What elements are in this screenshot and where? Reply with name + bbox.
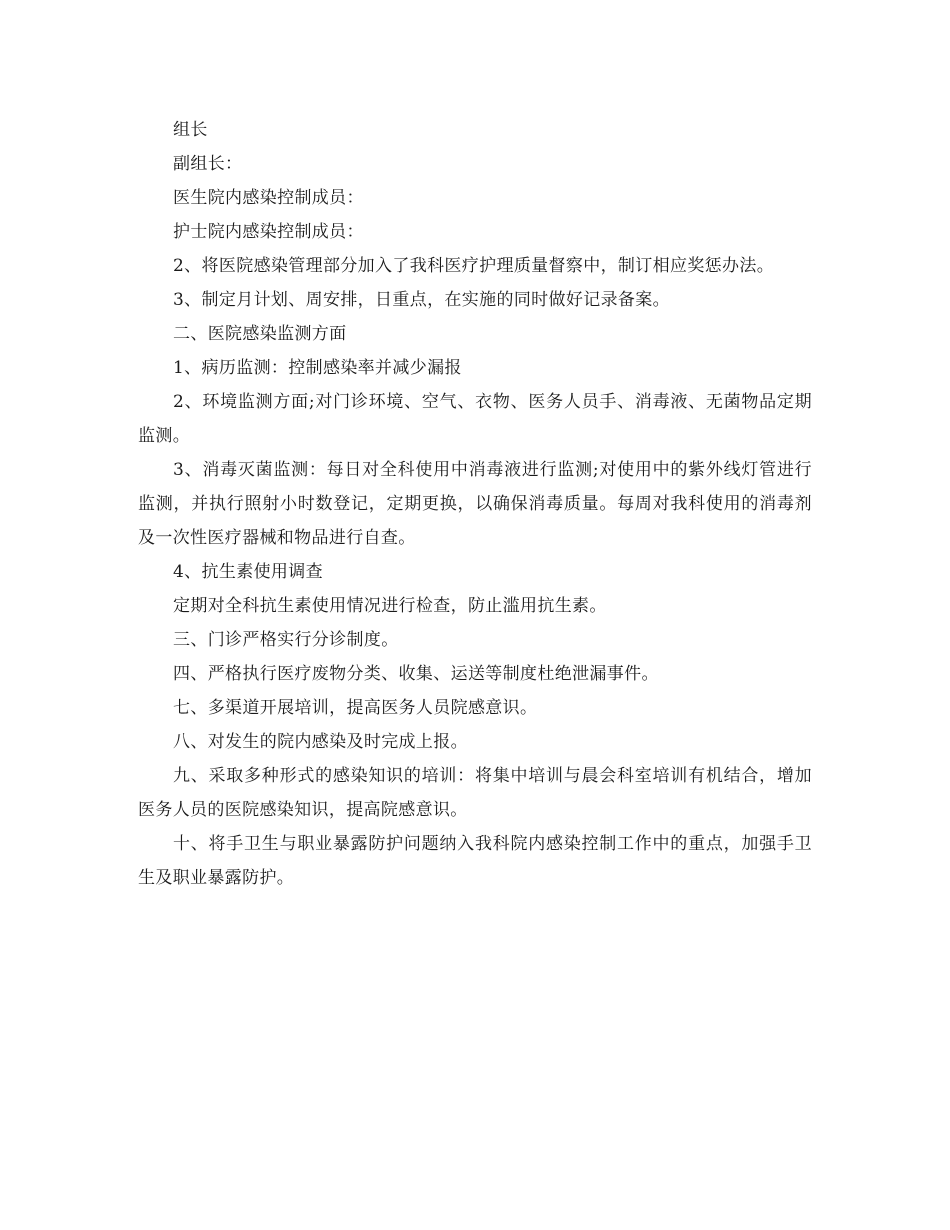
paragraph-monitor-1-records: 1、病历监测：控制感染率并减少漏报 (173, 358, 462, 378)
paragraph-nurse-members: 护士院内感染控制成员： (173, 222, 364, 242)
paragraph-item-3-plan: 3、制定月计划、周安排，日重点，在实施的同时做好记录备案。 (173, 290, 670, 310)
section-heading-hand-hygiene: 十、将手卫生与职业暴露防护问题纳入我科院内感染控制工作中的重点，加强手卫生及职业暴露防护。 (138, 834, 812, 888)
section-heading-knowledge-training: 九、采取多种形式的感染知识的培训：将集中培训与晨会科室培训有机结合，增加医务人员的医院感染知识，提高院感意识。 (138, 766, 812, 820)
paragraph-monitor-2-environment: 2、环境监测方面;对门诊环境、空气、衣物、医务人员手、消毒液、无菌物品定期监测。 (138, 392, 812, 446)
section-heading-reporting: 八、对发生的院内感染及时完成上报。 (173, 732, 468, 752)
document-body (138, 113, 812, 895)
paragraph-item-2-quality: 2、将医院感染管理部分加入了我科医疗护理质量督察中，制订相应奖惩办法。 (173, 256, 775, 276)
paragraph-group-leader: 组长 (173, 120, 208, 140)
section-heading-triage: 三、门诊严格实行分诊制度。 (173, 630, 399, 650)
paragraph-deputy-leader: 副组长： (173, 154, 243, 174)
section-heading-training: 七、多渠道开展培训，提高医务人员院感意识。 (173, 698, 538, 718)
paragraph-antibiotics-check: 定期对全科抗生素使用情况进行检查，防止滥用抗生素。 (173, 596, 607, 616)
section-heading-medical-waste: 四、严格执行医疗废物分类、收集、运送等制度杜绝泄漏事件。 (173, 664, 659, 684)
paragraph-doctor-members: 医生院内感染控制成员： (173, 188, 364, 208)
section-heading-monitoring: 二、医院感染监测方面 (173, 324, 347, 344)
paragraph-monitor-4-antibiotics: 4、抗生素使用调查 (173, 562, 323, 582)
paragraph-monitor-3-disinfection: 3、消毒灭菌监测：每日对全科使用中消毒液进行监测;对使用中的紫外线灯管进行监测，并执行照射小时数登记，定期更换，以确保消毒质量。每周对我科使用的消毒剂及一次性医疗器械和物品进行自查。 (138, 460, 812, 548)
